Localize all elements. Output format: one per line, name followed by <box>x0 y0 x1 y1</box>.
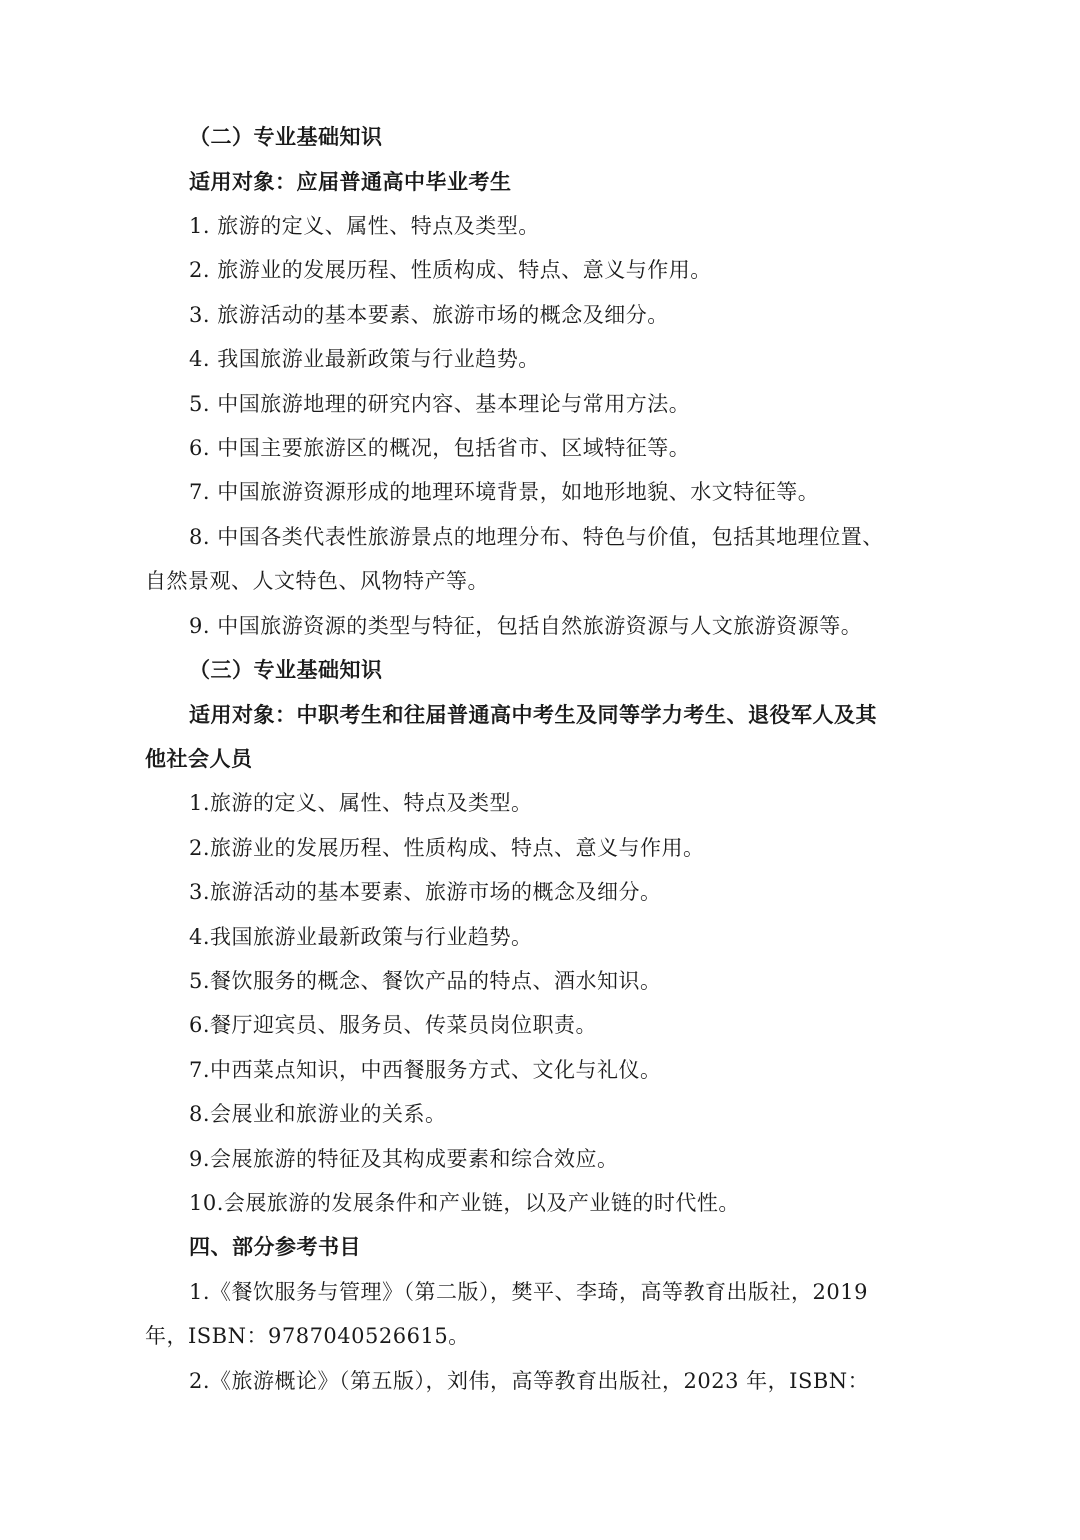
section-heading-4: 四、部分参考书目 <box>189 1235 361 1259</box>
list-item: 3.旅游活动的基本要素、旅游市场的概念及细分。 <box>189 880 662 904</box>
section-heading-3: （三）专业基础知识 <box>189 658 383 682</box>
list-item: 1.旅游的定义、属性、特点及类型。 <box>189 791 533 815</box>
reference-item: 2.《旅游概论》（第五版），刘伟，高等教育出版社，2023 年，ISBN： <box>189 1369 870 1393</box>
list-item: 3. 旅游活动的基本要素、旅游市场的概念及细分。 <box>189 303 669 327</box>
list-item: 1. 旅游的定义、属性、特点及类型。 <box>189 214 540 238</box>
target-audience-2: 适用对象：应届普通高中毕业考生 <box>189 170 512 194</box>
list-item: 6. 中国主要旅游区的概况，包括省市、区域特征等。 <box>189 436 691 460</box>
list-item: 10.会展旅游的发展条件和产业链，以及产业链的时代性。 <box>189 1191 740 1215</box>
target-audience-3-continuation: 他社会人员 <box>145 747 253 771</box>
reference-item: 1.《餐饮服务与管理》（第二版），樊平、李琦，高等教育出版社，2019 <box>189 1280 868 1304</box>
list-item: 2.旅游业的发展历程、性质构成、特点、意义与作用。 <box>189 836 705 860</box>
list-item: 2. 旅游业的发展历程、性质构成、特点、意义与作用。 <box>189 258 712 282</box>
list-item-continuation: 自然景观、人文特色、风物特产等。 <box>145 569 489 593</box>
list-item: 8.会展业和旅游业的关系。 <box>189 1102 447 1126</box>
list-item: 7.中西菜点知识，中西餐服务方式、文化与礼仪。 <box>189 1058 662 1082</box>
list-item: 9.会展旅游的特征及其构成要素和综合效应。 <box>189 1147 619 1171</box>
list-item: 4. 我国旅游业最新政策与行业趋势。 <box>189 347 540 371</box>
target-audience-3: 适用对象：中职考生和往届普通高中考生及同等学力考生、退役军人及其 <box>189 703 877 727</box>
list-item: 4.我国旅游业最新政策与行业趋势。 <box>189 925 533 949</box>
list-item: 9. 中国旅游资源的类型与特征，包括自然旅游资源与人文旅游资源等。 <box>189 614 863 638</box>
list-item: 5.餐饮服务的概念、餐饮产品的特点、酒水知识。 <box>189 969 662 993</box>
list-item: 6.餐厅迎宾员、服务员、传菜员岗位职责。 <box>189 1013 598 1037</box>
list-item: 7. 中国旅游资源形成的地理环境背景，如地形地貌、水文特征等。 <box>189 480 820 504</box>
list-item: 8. 中国各类代表性旅游景点的地理分布、特色与价值，包括其地理位置、 <box>189 525 884 549</box>
section-heading-2: （二）专业基础知识 <box>189 125 383 149</box>
reference-item-continuation: 年，ISBN：9787040526615。 <box>145 1324 470 1348</box>
list-item: 5. 中国旅游地理的研究内容、基本理论与常用方法。 <box>189 392 691 416</box>
